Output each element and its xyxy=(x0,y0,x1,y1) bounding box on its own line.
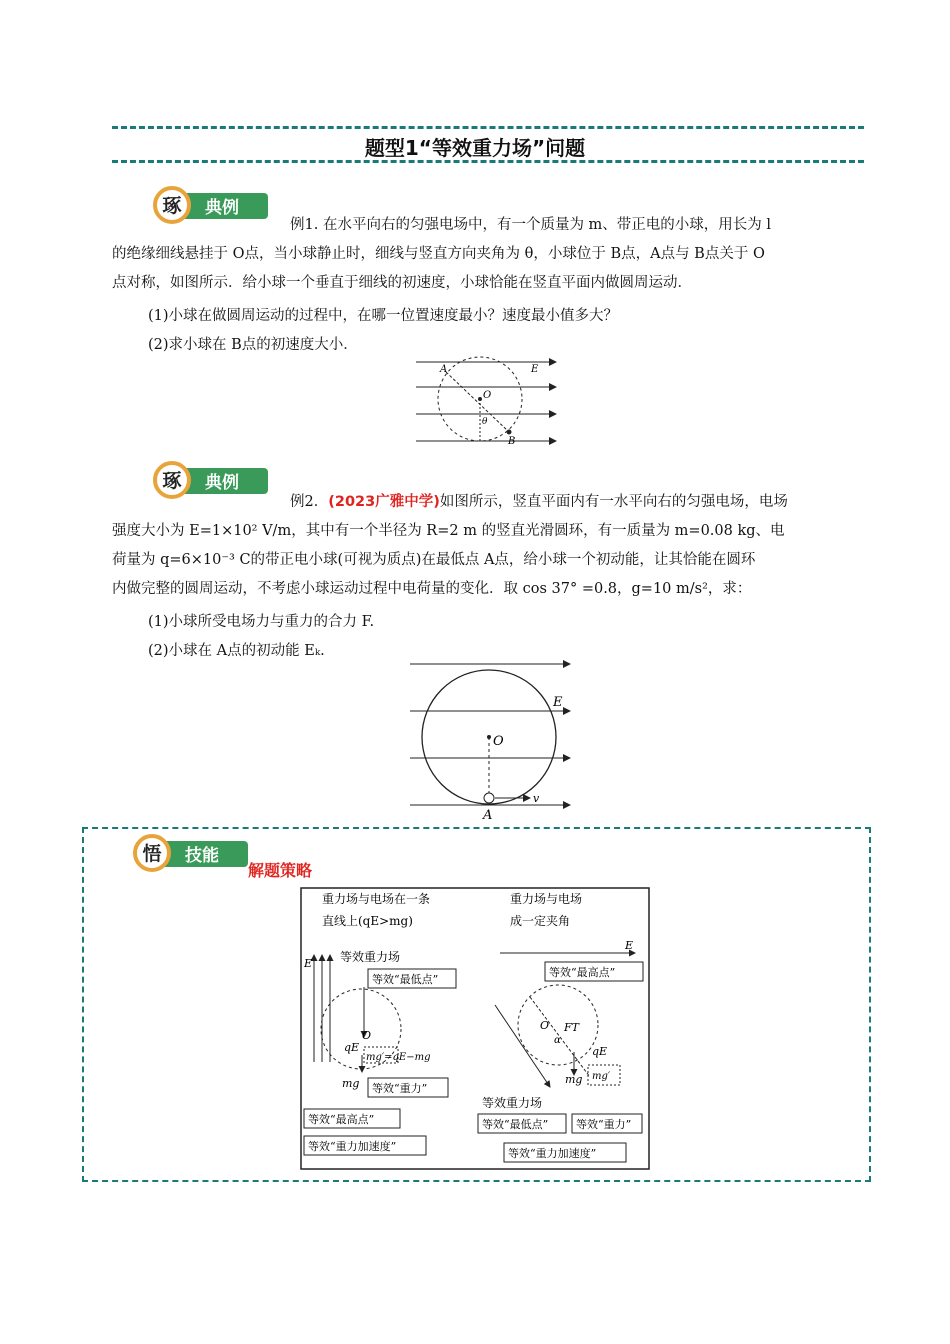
label-b: B xyxy=(508,436,516,447)
example2-question-2: (2)小球在 A点的初动能 Eₖ. xyxy=(148,643,325,659)
example2-line-2: 强度大小为 E=1×10² V/m，其中有一个半径为 R=2 m 的竖直光滑圆环，有一质量为 m=0.08 kg、电 xyxy=(112,523,785,539)
label-theta: θ xyxy=(482,417,488,427)
right-highest-label: 等效“最高点” xyxy=(549,966,616,979)
label-v: v xyxy=(533,792,540,805)
string-line xyxy=(446,372,509,432)
left-title-1: 重力场与电场在一条 xyxy=(322,892,431,906)
ball-b xyxy=(507,430,512,435)
example2-line-3: 荷量为 q=6×10⁻³ C的带正电小球(可视为质点)在最低点 A点，给小球一个初动能，让其恰能在圆环 xyxy=(112,552,756,568)
example1-line-3: 点对称，如图所示．给小球一个垂直于细线的初速度，小球恰能在竖直平面内做圆周运动． xyxy=(112,275,692,291)
left-title-2: 直线上(qE>mg) xyxy=(322,914,413,928)
left-label-o: O xyxy=(362,1029,372,1042)
left-lowest-label: 等效“最低点” xyxy=(372,973,439,986)
label-a: A xyxy=(483,808,493,823)
title-bottom-rule xyxy=(112,160,864,163)
left-field-label: 等效重力场 xyxy=(340,950,401,964)
example2-line-1 xyxy=(112,488,867,517)
example1-line-1: 例1. 在水平向右的匀强电场中，有一个质量为 m、带正电的小球，用长为 l xyxy=(290,217,772,233)
label-a: A xyxy=(440,364,448,375)
right-lowest-label: 等效“最低点” xyxy=(482,1118,549,1131)
right-title-2: 成一定夹角 xyxy=(510,914,571,928)
right-label-mgp: mg′ xyxy=(592,1071,611,1082)
left-accel-label: 等效“重力加速度” xyxy=(308,1140,397,1153)
badge-char: 琢 xyxy=(162,195,182,217)
example1-question-1: (1)小球在做圆周运动的过程中，在哪一位置速度最小？速度最小值多大？ xyxy=(148,308,619,324)
left-highest-label: 等效“最高点” xyxy=(308,1113,375,1126)
skill-badge xyxy=(130,834,250,872)
center-point xyxy=(478,397,482,401)
label-e: E xyxy=(531,364,539,375)
badge-label: 典例 xyxy=(205,473,239,493)
right-label-mg: mg xyxy=(565,1073,583,1086)
left-label-e: E xyxy=(304,957,313,970)
badge-char: 琢 xyxy=(162,470,182,492)
ball xyxy=(484,793,494,803)
title-top-rule xyxy=(112,126,864,129)
right-label-e: E xyxy=(625,939,634,952)
strategy-heading: 解题策略 xyxy=(248,861,313,880)
example2-prefix: 例2． xyxy=(290,494,329,510)
right-field-label: 等效重力场 xyxy=(482,1096,543,1110)
page-title: 题型1“等效重力场”问题 xyxy=(364,136,586,160)
label-o: O xyxy=(493,734,504,749)
example2-source: (2023广雅中学) xyxy=(328,494,440,510)
example2-question-1: (1)小球所受电场力与重力的合力 F. xyxy=(148,614,375,630)
center-point xyxy=(487,735,491,739)
right-label-qe: qE xyxy=(592,1045,608,1058)
left-label-qe: qE xyxy=(344,1041,360,1054)
example1-question-2: (2)求小球在 B点的初速度大小． xyxy=(148,337,358,353)
right-title-1: 重力场与电场 xyxy=(510,892,583,906)
left-gravity-label: 等效“重力” xyxy=(372,1082,428,1095)
right-label-alpha: α xyxy=(554,1035,561,1046)
right-gravity-label: 等效“重力” xyxy=(576,1118,632,1131)
badge-label: 典例 xyxy=(205,198,239,218)
label-o: O xyxy=(483,390,492,401)
right-accel-label: 等效“重力加速度” xyxy=(508,1147,597,1160)
badge-label: 技能 xyxy=(185,846,219,866)
example1-line-2: 的绝缘细线悬挂于 O点，当小球静止时，细线与竖直方向夹角为 θ，小球位于 B点，A点与 B点关于 O xyxy=(112,246,765,262)
right-label-o: O xyxy=(540,1019,550,1032)
strategy-diagram xyxy=(300,887,650,1170)
example2-line-4: 内做完整的圆周运动，不考虑小球运动过程中电荷量的变化．取 cos 37° =0.8，g=10 m/s²，求： xyxy=(112,581,752,597)
badge-char: 悟 xyxy=(142,843,162,865)
left-label-mgp: mg′=qE−mg xyxy=(366,1052,431,1063)
example2-text xyxy=(112,488,867,604)
label-e: E xyxy=(553,695,563,710)
right-label-ft: FT xyxy=(564,1021,579,1034)
left-label-mg: mg xyxy=(342,1077,360,1090)
example1-figure xyxy=(410,352,560,447)
example2-figure xyxy=(405,658,575,823)
example2-line1-rest: 如图所示，竖直平面内有一水平向右的匀强电场，电场 xyxy=(439,494,788,510)
example1-text xyxy=(112,211,867,298)
